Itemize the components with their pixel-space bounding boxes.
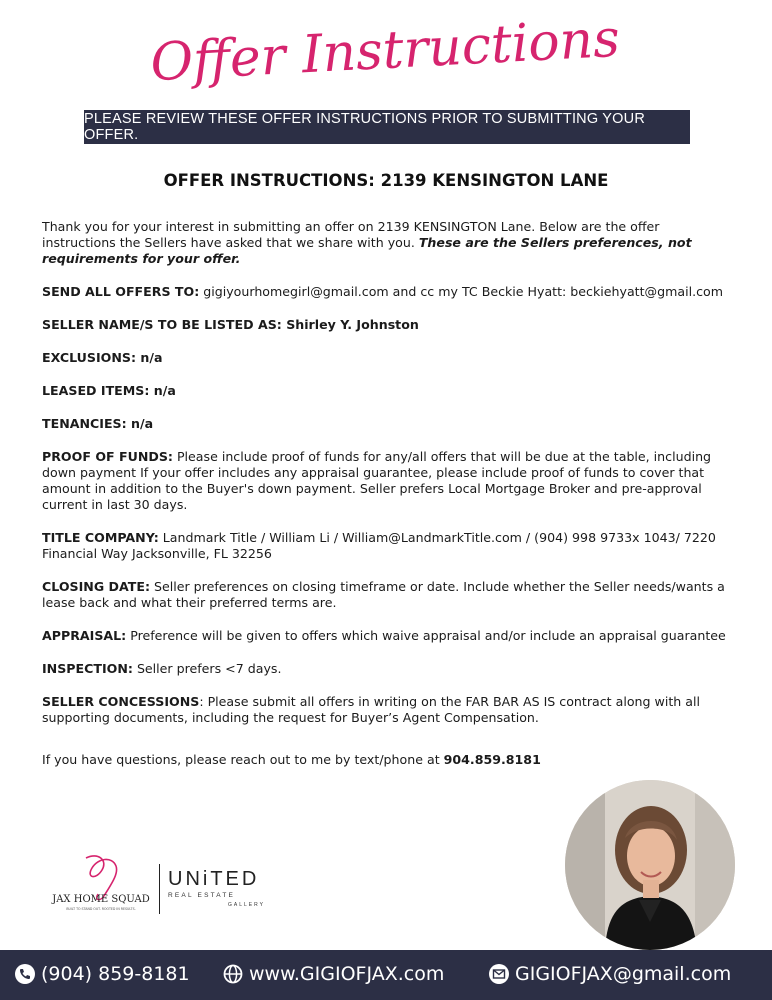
page-heading: OFFER INSTRUCTIONS: 2139 KENSINGTON LANE <box>163 171 609 190</box>
jax-logo-tagline: BUILT TO STAND OUT. ROOTED IN RESULTS. <box>66 907 136 911</box>
exclusions-line: EXCLUSIONS: n/a <box>42 350 163 365</box>
footer-website-text: www.GIGIOFJAX.com <box>249 963 445 985</box>
jax-logo-name: JAX HOME SQUAD <box>52 894 150 905</box>
footer-website[interactable] <box>222 963 444 985</box>
united-real-estate-logo <box>168 868 265 908</box>
appraisal-paragraph: APPRAISAL: Preference will be given to offers which waive appraisal and/or include an appraisal guarantee <box>42 628 726 643</box>
united-logo-subtitle: REAL ESTATE <box>168 892 236 899</box>
footer-phone-text: (904) 859-8181 <box>41 963 190 985</box>
united-logo-word: UNiTED <box>168 868 260 890</box>
contact-line: If you have questions, please reach out to me by text/phone at 904.859.8181 <box>42 752 541 767</box>
footer-phone[interactable] <box>14 963 190 985</box>
title-company-paragraph: TITLE COMPANY: Landmark Title / William Li / William@LandmarkTitle.com / (904) 998 9733x 1043/ 7220 Financial Way Jacksonville, FL 32256 <box>42 530 716 561</box>
inspection-line: INSPECTION: Seller prefers <7 days. <box>42 661 282 676</box>
phone-icon <box>14 963 36 985</box>
globe-icon <box>222 963 244 985</box>
contact-phone[interactable]: 904.859.8181 <box>443 752 541 767</box>
united-logo-gallery: GALLERY <box>228 902 265 908</box>
intro-paragraph: Thank you for your interest in submitting an offer on 2139 KENSINGTON Lane. Below are the offer instructions the Sellers have asked that we share with you. These are the Sellers preferences, not requirements for your offer. <box>42 219 692 266</box>
offer-instructions-title <box>0 6 772 106</box>
seller-concessions-paragraph: SELLER CONCESSIONS: Please submit all offers in writing on the FAR BAR AS IS contract along with all supporting documents, including the request for Buyer’s Agent Compensation. <box>42 694 700 725</box>
leased-items-line: LEASED ITEMS: n/a <box>42 383 176 398</box>
seller-name-line: SELLER NAME/S TO BE LISTED AS: Shirley Y. Johnston <box>42 317 419 332</box>
send-offers-line: SEND ALL OFFERS TO: gigiyourhomegirl@gmail.com and cc my TC Beckie Hyatt: beckiehyatt@gmail.com <box>42 284 724 299</box>
title-script-text: Offer Instructions <box>148 8 622 94</box>
footer-email-text: GIGIOFJAX@gmail.com <box>515 963 732 985</box>
footer-email[interactable] <box>488 963 731 985</box>
jax-home-squad-logo <box>46 852 156 918</box>
review-banner <box>84 110 690 144</box>
closing-date-paragraph: CLOSING DATE: Seller preferences on closing timeframe or date. Include whether the Seller needs/wants a lease back and what their preferred terms are. <box>42 579 725 610</box>
brand-logos <box>46 852 276 922</box>
contact-footer <box>0 950 772 1000</box>
mail-icon <box>488 963 510 985</box>
logo-divider <box>159 864 160 914</box>
tenancies-line: TENANCIES: n/a <box>42 416 154 431</box>
instructions-body <box>42 219 732 768</box>
banner-text: PLEASE REVIEW THESE OFFER INSTRUCTIONS PRIOR TO SUBMITTING YOUR OFFER. <box>84 111 645 143</box>
proof-of-funds-paragraph: PROOF OF FUNDS: Please include proof of funds for any/all offers that will be due at the table, including down payment If your offer includes any appraisal guarantee, please include proof of funds to cover that amount in addition to the Buyer's down payment. Seller prefers Local Mortgage Broker and pre-approval current in last 30 days. <box>42 449 712 512</box>
agent-photo <box>565 780 735 950</box>
